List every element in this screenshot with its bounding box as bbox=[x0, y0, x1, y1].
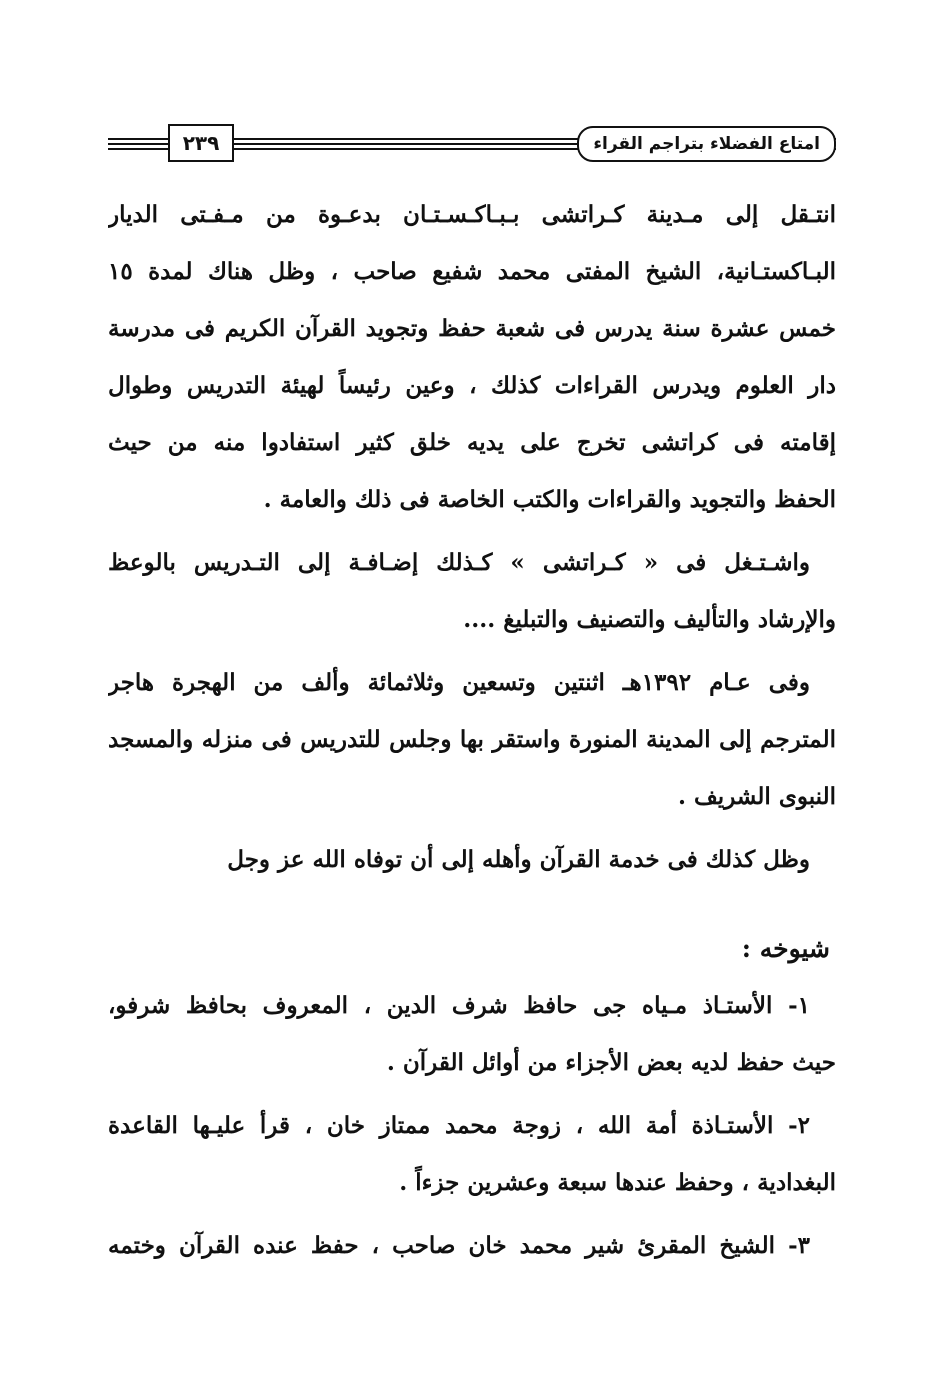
page-number: ٢٣٩ bbox=[168, 124, 234, 162]
text-line: النبوى الشريف . bbox=[677, 783, 836, 810]
paragraph bbox=[108, 186, 836, 528]
text-line: ٣- الشيخ المقرئ شير محمد خان صاحب ، حفظ عنده القرآن وختمه bbox=[108, 1232, 810, 1259]
paragraph bbox=[108, 534, 836, 648]
text-line: المترجم إلى المدينة المنورة واستقر بها وجلس للتدريس فى منزله والمسجد bbox=[108, 726, 836, 753]
paragraph bbox=[108, 831, 836, 888]
text-line: ١- الأستـاذ مـياه جى حافظ شرف الدين ، المعروف بحافظ شرفو، bbox=[108, 992, 810, 1019]
text-line: واشـتـغل فى « كـراتشى » كـذلك إضـافـة إلى التـدريس بالوعظ bbox=[108, 549, 810, 576]
page-body bbox=[108, 186, 836, 1274]
text-line: البغدادية ، وحفظ عندها سبعة وعشرين جزءاً . bbox=[399, 1169, 836, 1196]
text-line: وظل كذلك فى خدمة القرآن وأهله إلى أن توفاه الله عز وجل bbox=[227, 846, 810, 873]
page-header bbox=[108, 124, 836, 164]
list-item bbox=[108, 977, 836, 1091]
running-book-title: امتاع الفضلاء بتراجم القراء bbox=[577, 126, 836, 162]
text-line: ٢- الأستـاذة أمة الله ، زوجة محمد ممتاز خان ، قرأ عليـها القاعدة bbox=[108, 1112, 810, 1139]
text-line: دار العلوم ويدرس القراءات كذلك ، وعين رئيساً لهيئة التدريس وطوال bbox=[108, 372, 836, 399]
text-line: والإرشاد والتأليف والتصنيف والتبليغ .... bbox=[463, 606, 836, 633]
text-line: وفى عـام ١٣٩٢هـ اثنتين وتسعين وثلاثمائة وألف من الهجرة هاجر bbox=[108, 669, 810, 696]
list-item bbox=[108, 1217, 836, 1274]
text-line: حيث حفظ لديه بعض الأجزاء من أوائل القرآن . bbox=[386, 1049, 836, 1076]
list-item bbox=[108, 1097, 836, 1211]
text-line: خمس عشرة سنة يدرس فى شعبة حفظ وتجويد القرآن الكريم فى مدرسة bbox=[108, 315, 836, 342]
section-heading: شيوخه : bbox=[741, 934, 830, 963]
paragraph bbox=[108, 654, 836, 825]
text-line: انتـقل إلى مـدينة كـراتشى بـبـاكـسـتـان بدعـوة من مـفـتى الديار bbox=[108, 201, 836, 228]
text-line: البـاكستـانية، الشيخ المفتى محمد شفيع صاحب ، وظل هناك لمدة ١٥ bbox=[108, 258, 836, 285]
text-line: إقامته فى كراتشى تخرج على يديه خلق كثير استفادوا منه من حيث bbox=[108, 429, 836, 456]
text-line: الحفظ والتجويد والقراءات والكتب الخاصة فى ذلك والعامة . bbox=[263, 486, 836, 513]
